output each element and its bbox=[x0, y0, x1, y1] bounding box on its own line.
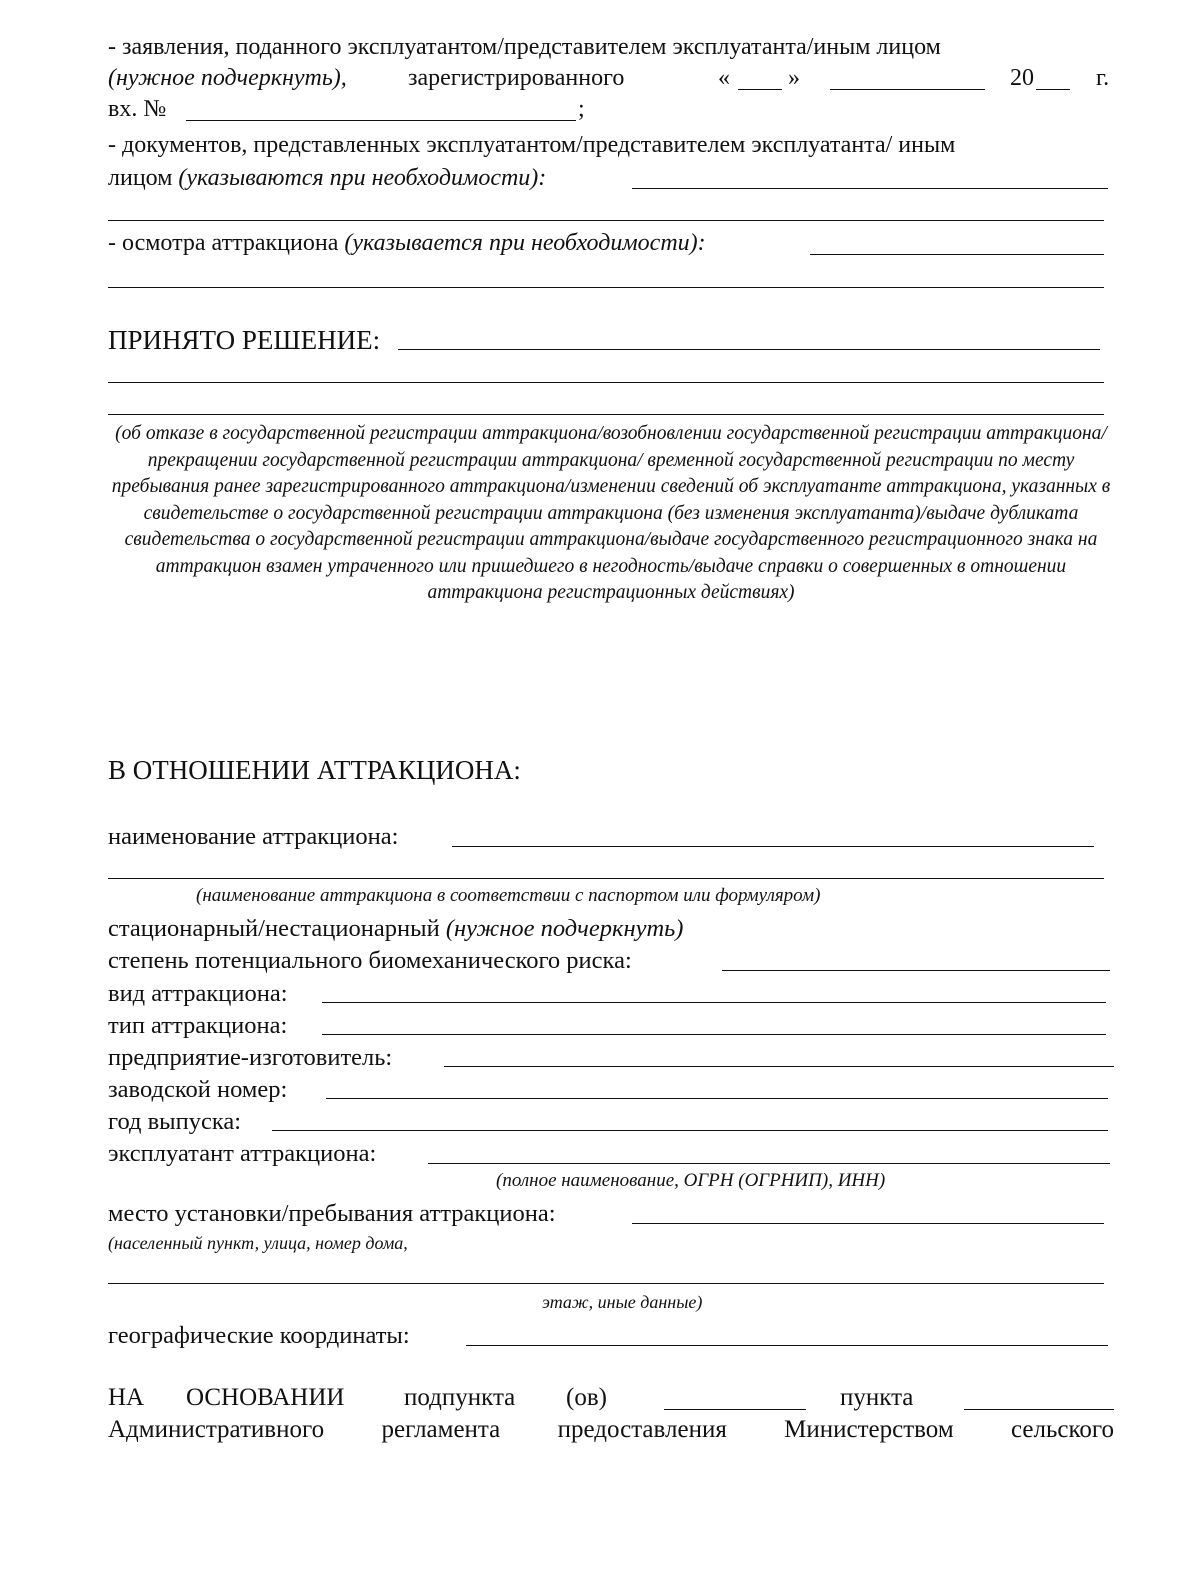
basis-line2 bbox=[108, 1415, 1114, 1445]
basis-word-5: пункта bbox=[840, 1384, 914, 1411]
maker-field[interactable] bbox=[444, 1066, 1114, 1067]
basis-word-4: (ов) bbox=[566, 1384, 607, 1411]
year-field[interactable] bbox=[1036, 67, 1070, 90]
kind-field[interactable] bbox=[322, 1002, 1106, 1003]
name-label: наименование аттракциона: bbox=[108, 823, 399, 850]
basis-word-3: подпункта bbox=[404, 1384, 516, 1411]
incoming-number-label: вх. № bbox=[108, 96, 167, 122]
incoming-number-field[interactable] bbox=[186, 98, 576, 121]
item2-text: - документов, представленных эксплуатантом/представителем эксплуатанта/ иным bbox=[108, 132, 956, 158]
item1-choose-note: (нужное подчеркнуть), bbox=[108, 65, 347, 91]
basis-l2-word-1: Административного bbox=[108, 1416, 325, 1443]
day-field[interactable] bbox=[738, 67, 782, 90]
operator-note: (полное наименование, ОГРН (ОГРНИП), ИНН) bbox=[496, 1170, 886, 1191]
decision-note: (об отказе в государственной регистрации аттракциона/возобновлении государственной регистрации аттракциона/прекращении государственной регистрации аттракциона/ временной государственной регистрации по месту пребывания ранее зарегистрированного аттракциона/изменении сведений об эксплуатанте аттракциона, указанных в свидетельстве о государственной регистрации аттракциона (без изменения эксплуатанта)/выдаче дубликата свидетельства о государственной регистрации аттракциона/выдаче государственного регистрационного знака на аттракцион взамен утраченного или пришедшего в негодность/выдаче справки о совершенных в отношении аттракциона регистрационных действиях) bbox=[111, 423, 1111, 603]
item1-line2 bbox=[108, 63, 1114, 93]
item1-registered: зарегистрированного bbox=[408, 65, 625, 91]
name-field[interactable] bbox=[452, 846, 1094, 847]
name-field-2[interactable] bbox=[108, 878, 1104, 879]
item1-line3 bbox=[108, 94, 1114, 124]
documents-field-2[interactable] bbox=[108, 220, 1104, 221]
place-note-1: (населенный пункт, улица, номер дома, bbox=[108, 1233, 408, 1253]
semicolon: ; bbox=[578, 96, 585, 122]
item2-line1 bbox=[108, 130, 1114, 160]
subclause-field[interactable] bbox=[664, 1387, 806, 1410]
clause-field[interactable] bbox=[964, 1387, 1114, 1410]
place-field[interactable] bbox=[632, 1223, 1104, 1224]
year-field[interactable] bbox=[272, 1130, 1108, 1131]
maker-label: предприятие-изготовитель: bbox=[108, 1044, 393, 1071]
item2-text-b: лицом bbox=[108, 165, 173, 191]
name-note: (наименование аттракциона в соответствии с паспортом или формуляром) bbox=[196, 885, 821, 906]
operator-label: эксплуатант аттракциона: bbox=[108, 1140, 377, 1167]
serial-field[interactable] bbox=[326, 1098, 1108, 1099]
place-note-2: этаж, иные данные) bbox=[542, 1292, 703, 1312]
attraction-heading: В ОТНОШЕНИИ АТТРАКЦИОНА: bbox=[108, 755, 521, 785]
basis-l2-word-2: регламента bbox=[381, 1416, 501, 1443]
documents-field[interactable] bbox=[632, 188, 1108, 189]
item2-note: (указываются при необходимости): bbox=[178, 165, 547, 191]
basis-word-1: НА bbox=[108, 1384, 145, 1411]
stationary-options: стационарный/нестационарный bbox=[108, 915, 440, 942]
basis-l2-word-5: сельского bbox=[1011, 1416, 1114, 1443]
decision-field-3[interactable] bbox=[108, 414, 1104, 415]
open-quote: « bbox=[718, 65, 730, 91]
stationary-note: (нужное подчеркнуть) bbox=[445, 915, 684, 942]
type-field[interactable] bbox=[322, 1034, 1106, 1035]
basis-l2-word-4: Министерством bbox=[784, 1416, 954, 1443]
decision-field-1[interactable] bbox=[398, 349, 1100, 350]
item3-note: (указывается при необходимости): bbox=[344, 230, 706, 256]
risk-field[interactable] bbox=[722, 970, 1110, 971]
place-label: место установки/пребывания аттракциона: bbox=[108, 1200, 556, 1227]
decision-label: ПРИНЯТО РЕШЕНИЕ: bbox=[108, 325, 381, 355]
close-quote: » bbox=[788, 65, 800, 91]
coords-field[interactable] bbox=[466, 1345, 1108, 1346]
year-suffix: г. bbox=[1096, 65, 1110, 91]
basis-word-2: ОСНОВАНИИ bbox=[186, 1384, 345, 1411]
item1-text: - заявления, поданного эксплуатантом/представителем эксплуатанта/иным лицом bbox=[108, 34, 941, 60]
decision-field-2[interactable] bbox=[108, 382, 1104, 383]
coords-label: географические координаты: bbox=[108, 1322, 410, 1349]
inspection-field-2[interactable] bbox=[108, 287, 1104, 288]
type-label: тип аттракциона: bbox=[108, 1012, 288, 1039]
place-field-2[interactable] bbox=[108, 1283, 1104, 1284]
serial-label: заводской номер: bbox=[108, 1076, 288, 1103]
item1-line1 bbox=[108, 32, 1114, 62]
year-prefix: 20 bbox=[1010, 65, 1034, 91]
risk-label: степень потенциального биомеханического риска: bbox=[108, 947, 632, 974]
inspection-field[interactable] bbox=[810, 254, 1104, 255]
year-label: год выпуска: bbox=[108, 1108, 242, 1135]
item3-text: - осмотра аттракциона bbox=[108, 230, 339, 256]
month-field[interactable] bbox=[830, 67, 985, 90]
operator-field[interactable] bbox=[428, 1163, 1110, 1164]
basis-l2-word-3: предоставления bbox=[557, 1416, 727, 1443]
kind-label: вид аттракциона: bbox=[108, 980, 288, 1007]
stationary-line bbox=[108, 914, 683, 944]
